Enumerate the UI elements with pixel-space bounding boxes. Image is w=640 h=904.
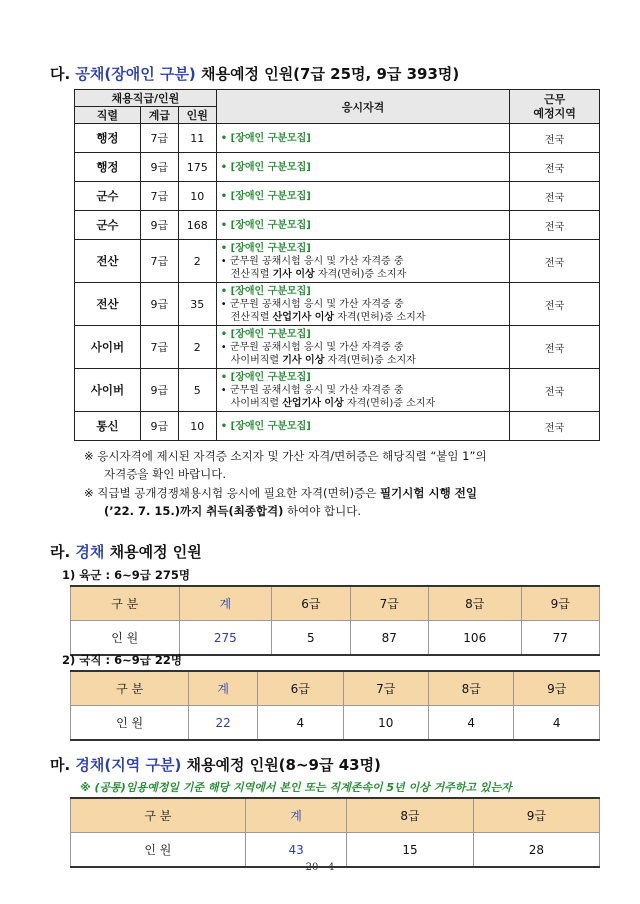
section-da-title: 다. 공채(장애인 구분) 채용예정 인원(7급 25명, 9급 393명) xyxy=(50,65,460,83)
cell-grade: 9급 xyxy=(140,369,178,412)
cell-region: 전국 xyxy=(510,283,600,326)
cell-series: 행정 xyxy=(75,124,141,153)
header-cell: 9급 xyxy=(514,671,600,706)
header-cell: 7급 xyxy=(350,586,428,621)
residency-footnote: ※ (공통)임용예정일 기준 해당 지역에서 본인 또는 직계존속이 5년 이상 거주하고 있는자 xyxy=(80,781,512,794)
army-table xyxy=(70,585,600,656)
page-number: 20 - 4 xyxy=(305,862,335,873)
header-total: 계 xyxy=(245,798,347,833)
header-cell: 구 분 xyxy=(71,798,246,833)
header-series: 직렬 xyxy=(75,107,141,124)
header-group: 채용직급/인원 xyxy=(75,90,217,107)
value-cell: 106 xyxy=(428,621,521,656)
value-cell: 87 xyxy=(350,621,428,656)
header-total: 계 xyxy=(179,586,272,621)
header-region: 근무 예정지역 xyxy=(510,90,600,124)
cell-series: 군수 xyxy=(75,211,141,240)
header-cell: 8급 xyxy=(429,671,514,706)
value-cell: 인 원 xyxy=(71,833,246,868)
cell-region: 전국 xyxy=(510,412,600,441)
cell-grade: 7급 xyxy=(140,240,178,283)
header-cell: 9급 xyxy=(473,798,599,833)
cell-series: 사이버 xyxy=(75,326,141,369)
cell-count: 10 xyxy=(178,412,216,441)
cell-qualification: • [장애인 구분모집] xyxy=(216,412,509,441)
cell-qualification: • [장애인 구분모집] • 군무원 공채시험 응시 및 가산 자격증 중 사이버직렬 산업기사 이상 자격(면허)증 소지자 xyxy=(216,369,509,412)
civil-table xyxy=(70,670,600,741)
cell-grade: 9급 xyxy=(140,153,178,182)
value-cell: 15 xyxy=(347,833,473,868)
header-qualification: 응시자격 xyxy=(216,90,509,124)
cell-count: 168 xyxy=(178,211,216,240)
header-cell: 8급 xyxy=(347,798,473,833)
cell-region: 전국 xyxy=(510,369,600,412)
header-cell: 8급 xyxy=(428,586,521,621)
header-cell: 9급 xyxy=(521,586,599,621)
table-row xyxy=(75,182,600,211)
cell-series: 사이버 xyxy=(75,369,141,412)
table-row xyxy=(75,124,600,153)
note-1: ※ 응시자격에 제시된 자격증 소지자 및 가산 자격/면허증은 해당직렬 “붙임 1”의 자격증을 확인 바랍니다. xyxy=(84,449,487,481)
section-ra-title: 라. 경채 채용예정 인원 xyxy=(50,543,202,561)
header-cell: 7급 xyxy=(343,671,428,706)
table-row xyxy=(75,326,600,369)
cell-qualification: • [장애인 구분모집] • 군무원 공채시험 응시 및 가산 자격증 중 전산직렬 기사 이상 자격(면허)증 소지자 xyxy=(216,240,509,283)
cell-grade: 9급 xyxy=(140,412,178,441)
table-row xyxy=(75,369,600,412)
header-count: 인원 xyxy=(178,107,216,124)
value-cell: 인 원 xyxy=(71,621,180,656)
cell-qualification: • [장애인 구분모집] xyxy=(216,182,509,211)
cell-count: 175 xyxy=(178,153,216,182)
cell-count: 35 xyxy=(178,283,216,326)
value-cell: 인 원 xyxy=(71,706,189,741)
value-cell: 77 xyxy=(521,621,599,656)
value-cell: 4 xyxy=(429,706,514,741)
table-row xyxy=(75,283,600,326)
cell-series: 행정 xyxy=(75,153,141,182)
value-total: 22 xyxy=(189,706,258,741)
value-total: 43 xyxy=(245,833,347,868)
value-cell: 4 xyxy=(258,706,343,741)
cell-qualification: • [장애인 구분모집] xyxy=(216,153,509,182)
header-cell: 구 분 xyxy=(71,671,189,706)
disabled-recruitment-table xyxy=(74,89,600,441)
cell-count: 5 xyxy=(178,369,216,412)
table-row xyxy=(75,412,600,441)
civil-label: 2) 국직 : 6~9급 22명 xyxy=(62,653,182,667)
cell-qualification: • [장애인 구분모집] xyxy=(216,124,509,153)
cell-region: 전국 xyxy=(510,182,600,211)
value-cell: 5 xyxy=(272,621,350,656)
cell-series: 전산 xyxy=(75,283,141,326)
note-2: ※ 직급별 공개경쟁채용시험 응시에 필요한 자격(면허)증은 필기시험 시행 전일 (’22. 7. 15.)까지 취득(최종합격) 하여야 합니다. xyxy=(84,486,477,518)
cell-grade: 9급 xyxy=(140,211,178,240)
table-row xyxy=(75,153,600,182)
cell-count: 2 xyxy=(178,326,216,369)
regional-table xyxy=(70,797,600,868)
cell-qualification: • [장애인 구분모집] • 군무원 공채시험 응시 및 가산 자격증 중 전산직렬 산업기사 이상 자격(면허)증 소지자 xyxy=(216,283,509,326)
cell-series: 군수 xyxy=(75,182,141,211)
cell-region: 전국 xyxy=(510,326,600,369)
cell-region: 전국 xyxy=(510,211,600,240)
value-cell: 28 xyxy=(473,833,599,868)
value-cell: 4 xyxy=(514,706,600,741)
value-total: 275 xyxy=(179,621,272,656)
value-cell: 10 xyxy=(343,706,428,741)
cell-count: 11 xyxy=(178,124,216,153)
header-total: 계 xyxy=(189,671,258,706)
header-cell: 6급 xyxy=(272,586,350,621)
cell-qualification: • [장애인 구분모집] • 군무원 공채시험 응시 및 가산 자격증 중 사이버직렬 기사 이상 자격(면허)증 소지자 xyxy=(216,326,509,369)
section-ma-title: 마. 경채(지역 구분) 채용예정 인원(8~9급 43명) xyxy=(50,756,381,774)
header-grade: 계급 xyxy=(140,107,178,124)
cell-count: 2 xyxy=(178,240,216,283)
table-row xyxy=(75,240,600,283)
table-row xyxy=(75,211,600,240)
header-cell: 구 분 xyxy=(71,586,180,621)
cell-region: 전국 xyxy=(510,240,600,283)
cell-grade: 7급 xyxy=(140,124,178,153)
header-cell: 6급 xyxy=(258,671,343,706)
cell-series: 전산 xyxy=(75,240,141,283)
cell-count: 10 xyxy=(178,182,216,211)
cell-region: 전국 xyxy=(510,153,600,182)
army-label: 1) 육군 : 6~9급 275명 xyxy=(62,568,190,582)
cell-grade: 7급 xyxy=(140,182,178,211)
cell-grade: 9급 xyxy=(140,283,178,326)
cell-qualification: • [장애인 구분모집] xyxy=(216,211,509,240)
cell-series: 통신 xyxy=(75,412,141,441)
cell-grade: 7급 xyxy=(140,326,178,369)
cell-region: 전국 xyxy=(510,124,600,153)
